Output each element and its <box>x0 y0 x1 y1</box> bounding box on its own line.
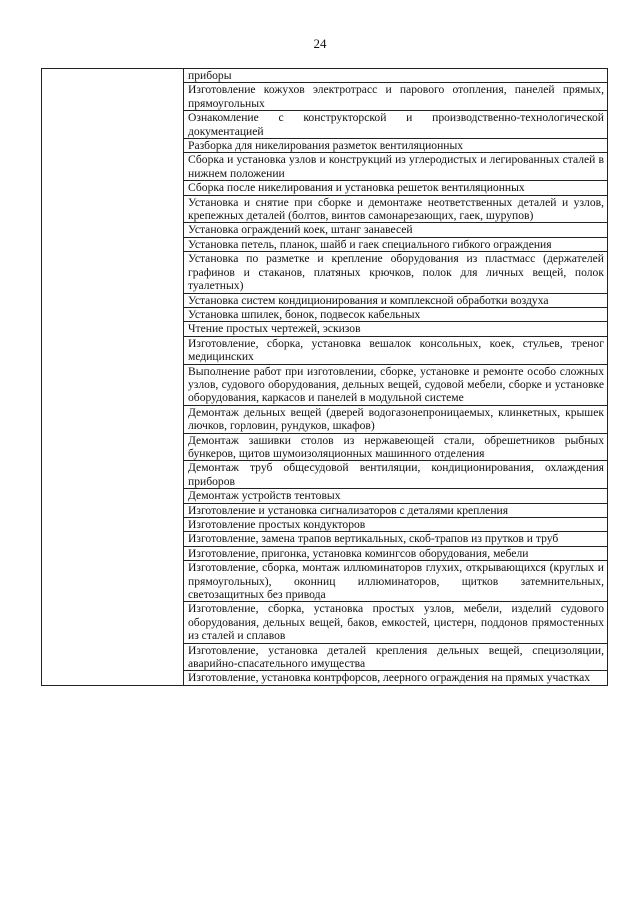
table-row <box>42 69 608 83</box>
work-item-cell: Разборка для никелирования разметок вентиляционных <box>184 139 608 153</box>
work-item-cell: Сборка и установка узлов и конструкций из углеродистых и легированных сталей в нижнем положении <box>184 153 608 181</box>
work-item-cell: Изготовление простых кондукторов <box>184 518 608 532</box>
work-item-cell: Установка ограждений коек, штанг занавесей <box>184 223 608 237</box>
work-item-cell: Изготовление, установка контрфорсов, леерного ограждения на прямых участках <box>184 671 608 685</box>
table-body <box>42 69 608 686</box>
work-item-cell: Установка петель, планок, шайб и гаек специального гибкого ограждения <box>184 237 608 251</box>
page-number: 24 <box>313 36 327 51</box>
work-item-cell: Изготовление, сборка, установка простых узлов, мебели, изделий судового оборудования, дельных вещей, баков, емкостей, цистерн, поддонов прямостенных из сталей и сплавов <box>184 602 608 643</box>
work-item-cell: Установка и снятие при сборке и демонтаже неответственных деталей и узлов, крепежных деталей (болтов, винтов самонарезающих, гаек, шурупов) <box>184 195 608 223</box>
empty-left-column-cell <box>42 69 184 686</box>
work-item-cell: Установка шпилек, бонок, подвесок кабельных <box>184 307 608 321</box>
work-item-cell: приборы <box>184 69 608 83</box>
work-item-cell: Чтение простых чертежей, эскизов <box>184 322 608 336</box>
work-item-cell: Демонтаж зашивки столов из нержавеющей стали, обрешетников рыбных бункеров, щитов шумоизоляционных машинного отделения <box>184 433 608 461</box>
work-item-cell: Изготовление, сборка, установка вешалок консольных, коек, стульев, треног медицинских <box>184 336 608 364</box>
work-item-cell: Демонтаж дельных вещей (дверей водогазонепроницаемых, клинкетных, крышек лючков, горловин, рундуков, шкафов) <box>184 405 608 433</box>
work-list-table <box>41 68 608 686</box>
work-item-cell: Изготовление, сборка, монтаж иллюминаторов глухих, открывающихся (круглых и прямоугольных), оконниц иллюминаторов, щитков затемнительных, светозащитных без привода <box>184 561 608 602</box>
work-item-cell: Выполнение работ при изготовлении, сборке, установке и ремонте особо сложных узлов, судового оборудования, дельных вещей, судовой мебели, сборке и установке оборудования, каркасов и панелей в модульной системе <box>184 364 608 405</box>
work-item-cell: Изготовление кожухов электротрасс и парового отопления, панелей прямых, прямоугольных <box>184 83 608 111</box>
work-item-cell: Установка по разметке и крепление оборудования из пластмасс (держателей графинов и стаканов, платяных крючков, полок для личных вещей, полок туалетных) <box>184 252 608 293</box>
work-item-cell: Сборка после никелирования и установка решеток вентиляционных <box>184 181 608 195</box>
work-item-cell: Изготовление, установка деталей крепления дельных вещей, специзоляции, аварийно-спасательного имущества <box>184 643 608 671</box>
work-item-cell: Демонтаж устройств тентовых <box>184 489 608 503</box>
work-item-cell: Изготовление и установка сигнализаторов с деталями крепления <box>184 503 608 517</box>
work-item-cell: Ознакомление с конструкторской и производственно-технологической документацией <box>184 111 608 139</box>
work-item-cell: Демонтаж труб общесудовой вентиляции, кондиционирования, охлаждения приборов <box>184 461 608 489</box>
work-item-cell: Установка систем кондиционирования и комплексной обработки воздуха <box>184 293 608 307</box>
work-item-cell: Изготовление, пригонка, установка комингсов оборудования, мебели <box>184 546 608 560</box>
work-item-cell: Изготовление, замена трапов вертикальных, скоб-трапов из прутков и труб <box>184 532 608 546</box>
